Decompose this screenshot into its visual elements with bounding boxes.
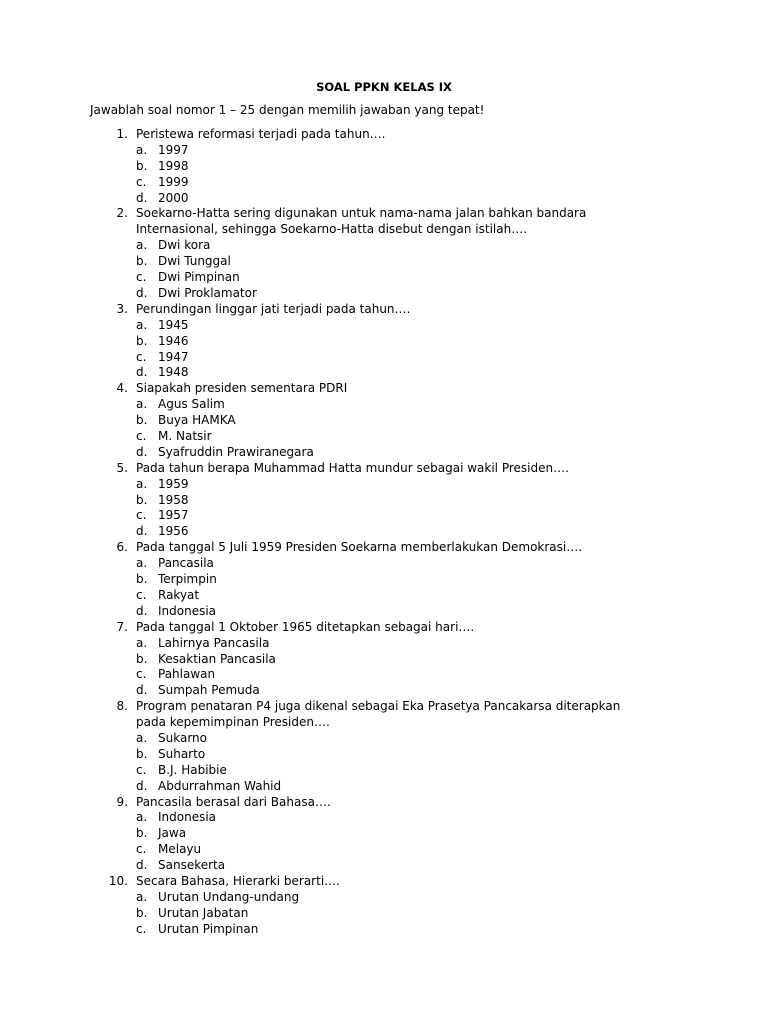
- question-number: 3.: [116, 301, 128, 316]
- option-letter: c.: [136, 508, 147, 523]
- option-letter: d.: [136, 190, 148, 205]
- question-text: Pada tanggal 1 Oktober 1965 ditetapkan sebagai hari….: [136, 619, 475, 634]
- answer-option: [0, 779, 768, 795]
- answer-option: [0, 922, 768, 938]
- answer-option: [0, 493, 768, 509]
- option-text: 1948: [158, 365, 189, 380]
- question-item: [0, 620, 768, 699]
- option-letter: a.: [136, 889, 148, 904]
- option-letter: d.: [136, 778, 148, 793]
- option-letter: b.: [136, 158, 148, 173]
- option-letter: a.: [136, 731, 148, 745]
- option-letter: b.: [136, 254, 148, 269]
- answer-option: [0, 890, 768, 906]
- answer-option: [0, 508, 768, 524]
- answer-option: [0, 413, 768, 429]
- answer-option: [0, 810, 768, 826]
- question-text: Pancasila berasal dari Bahasa….: [136, 794, 331, 809]
- question-item: [0, 206, 768, 301]
- option-text: Melayu: [158, 842, 202, 857]
- option-letter: b.: [136, 746, 148, 761]
- question-item: [0, 381, 768, 460]
- option-letter: c.: [136, 270, 147, 285]
- option-text: 1997: [158, 142, 189, 157]
- option-text: Dwi Pimpinan: [158, 270, 240, 285]
- option-letter: d.: [136, 524, 148, 539]
- question-number: 10.: [108, 874, 128, 889]
- option-text: Jawa: [158, 826, 187, 841]
- option-text: 1999: [158, 174, 189, 189]
- answer-option: [0, 572, 768, 588]
- answer-option: [0, 604, 768, 620]
- option-letter: a.: [136, 810, 148, 825]
- question-number: 8.: [116, 699, 128, 714]
- option-text: Pancasila: [158, 556, 214, 571]
- option-list: [0, 143, 768, 207]
- question-item: [0, 540, 768, 619]
- question-text: Program penataran P4 juga dikenal sebagai Eka Prasetya Pancakarsa diterapkan pada kepemimpinan Presiden….: [136, 699, 621, 730]
- question-item: [0, 302, 768, 381]
- option-text: 1957: [158, 508, 189, 523]
- question-list: [0, 127, 768, 938]
- answer-option: [0, 238, 768, 254]
- answer-option: [0, 636, 768, 652]
- option-list: [0, 318, 768, 382]
- question-item: [0, 699, 768, 794]
- answer-option: [0, 334, 768, 350]
- option-letter: a.: [136, 238, 148, 253]
- option-text: 1998: [158, 158, 189, 173]
- question-text: Pada tanggal 5 Juli 1959 Presiden Soekarna memberlakukan Demokrasi….: [136, 540, 583, 555]
- document-title: SOAL PPKN KELAS IX: [316, 80, 452, 94]
- option-text: 1946: [158, 333, 189, 348]
- question-text: Secara Bahasa, Hierarki berarti….: [136, 874, 340, 889]
- question-number: 4.: [116, 381, 128, 396]
- option-text: Rakyat: [158, 587, 200, 602]
- answer-option: [0, 445, 768, 461]
- answer-option: [0, 143, 768, 159]
- answer-option: [0, 906, 768, 922]
- option-letter: c.: [136, 667, 147, 682]
- option-letter: c.: [136, 349, 147, 364]
- option-text: Abdurrahman Wahid: [158, 778, 282, 793]
- answer-option: [0, 477, 768, 493]
- option-letter: b.: [136, 572, 148, 587]
- option-letter: d.: [136, 603, 148, 618]
- option-letter: b.: [136, 492, 148, 507]
- option-list: [0, 810, 768, 874]
- answer-option: [0, 731, 768, 747]
- question-number: 9.: [116, 794, 128, 809]
- option-text: Dwi Tunggal: [158, 254, 231, 269]
- question-item: [0, 461, 768, 540]
- option-letter: a.: [136, 635, 148, 650]
- option-letter: b.: [136, 905, 148, 920]
- option-letter: c.: [136, 174, 147, 189]
- option-text: 2000: [158, 190, 189, 205]
- question-number: 1.: [116, 127, 128, 141]
- answer-option: [0, 350, 768, 366]
- option-letter: a.: [136, 317, 148, 332]
- option-letter: c.: [136, 842, 147, 857]
- option-text: Pahlawan: [158, 667, 216, 682]
- answer-option: [0, 254, 768, 270]
- option-text: Sansekerta: [158, 858, 226, 873]
- question-text: Perundingan linggar jati terjadi pada tahun….: [136, 301, 411, 316]
- question-number: 2.: [116, 206, 128, 221]
- answer-option: [0, 763, 768, 779]
- option-letter: d.: [136, 858, 148, 873]
- answer-option: [0, 429, 768, 445]
- option-letter: a.: [136, 556, 148, 571]
- option-text: Dwi kora: [158, 238, 211, 253]
- answer-option: [0, 826, 768, 842]
- option-text: 1947: [158, 349, 189, 364]
- option-text: Indonesia: [158, 810, 217, 825]
- question-text: Pada tahun berapa Muhammad Hatta mundur sebagai wakil Presiden….: [136, 460, 569, 475]
- answer-option: [0, 524, 768, 540]
- answer-option: [0, 747, 768, 763]
- option-letter: b.: [136, 651, 148, 666]
- answer-option: [0, 270, 768, 286]
- option-text: Agus Salim: [158, 397, 225, 412]
- option-letter: c.: [136, 921, 147, 936]
- answer-option: [0, 318, 768, 334]
- option-list: [0, 556, 768, 620]
- option-list: [0, 636, 768, 700]
- answer-option: [0, 175, 768, 191]
- option-text: Sumpah Pemuda: [158, 683, 260, 698]
- question-item: [0, 127, 768, 206]
- option-text: M. Natsir: [158, 429, 212, 443]
- answer-option: [0, 858, 768, 874]
- answer-option: [0, 556, 768, 572]
- question-text: Soekarno-Hatta sering digunakan untuk nama-nama jalan bahkan bandara Internasional, sehingga Soekarno-Hatta disebut dengan istilah….: [136, 206, 587, 237]
- question-number: 7.: [116, 619, 128, 634]
- option-list: [0, 238, 768, 302]
- option-text: Sukarno: [158, 731, 207, 745]
- option-text: 1956: [158, 524, 189, 539]
- option-letter: a.: [136, 397, 148, 412]
- option-text: 1958: [158, 492, 189, 507]
- answer-option: [0, 191, 768, 207]
- option-letter: c.: [136, 587, 147, 602]
- answer-option: [0, 397, 768, 413]
- answer-option: [0, 588, 768, 604]
- option-letter: a.: [136, 142, 148, 157]
- option-list: [0, 397, 768, 461]
- option-text: Kesaktian Pancasila: [158, 651, 276, 666]
- answer-option: [0, 683, 768, 699]
- question-text: Peristewa reformasi terjadi pada tahun….: [136, 127, 386, 141]
- option-text: Suharto: [158, 746, 206, 761]
- option-text: Buya HAMKA: [158, 413, 236, 428]
- option-text: Indonesia: [158, 603, 217, 618]
- answer-option: [0, 652, 768, 668]
- question-number: 5.: [116, 460, 128, 475]
- option-list: [0, 731, 768, 795]
- option-text: 1959: [158, 476, 189, 491]
- option-letter: c.: [136, 429, 147, 443]
- option-text: Urutan Undang-undang: [158, 889, 300, 904]
- option-text: Syafruddin Prawiranegara: [158, 444, 314, 459]
- answer-option: [0, 667, 768, 683]
- option-text: Terpimpin: [158, 572, 217, 587]
- option-letter: d.: [136, 365, 148, 380]
- instruction-text: Jawablah soal nomor 1 – 25 dengan memilih jawaban yang tepat!: [90, 103, 485, 117]
- question-item: [0, 874, 768, 938]
- option-list: [0, 890, 768, 938]
- answer-option: [0, 159, 768, 175]
- option-letter: d.: [136, 683, 148, 698]
- option-letter: c.: [136, 762, 147, 777]
- option-text: Urutan Jabatan: [158, 905, 249, 920]
- option-text: Lahirnya Pancasila: [158, 635, 270, 650]
- option-letter: b.: [136, 826, 148, 841]
- option-text: Urutan Pimpinan: [158, 921, 259, 936]
- option-text: 1945: [158, 317, 189, 332]
- question-number: 6.: [116, 540, 128, 555]
- option-letter: b.: [136, 413, 148, 428]
- question-item: [0, 795, 768, 874]
- answer-option: [0, 842, 768, 858]
- option-letter: d.: [136, 444, 148, 459]
- answer-option: [0, 365, 768, 381]
- option-text: Dwi Proklamator: [158, 285, 257, 300]
- option-text: B.J. Habibie: [158, 762, 227, 777]
- option-letter: d.: [136, 285, 148, 300]
- option-list: [0, 477, 768, 541]
- option-letter: a.: [136, 476, 148, 491]
- answer-option: [0, 286, 768, 302]
- option-letter: b.: [136, 333, 148, 348]
- question-text: Siapakah presiden sementara PDRI: [136, 381, 348, 396]
